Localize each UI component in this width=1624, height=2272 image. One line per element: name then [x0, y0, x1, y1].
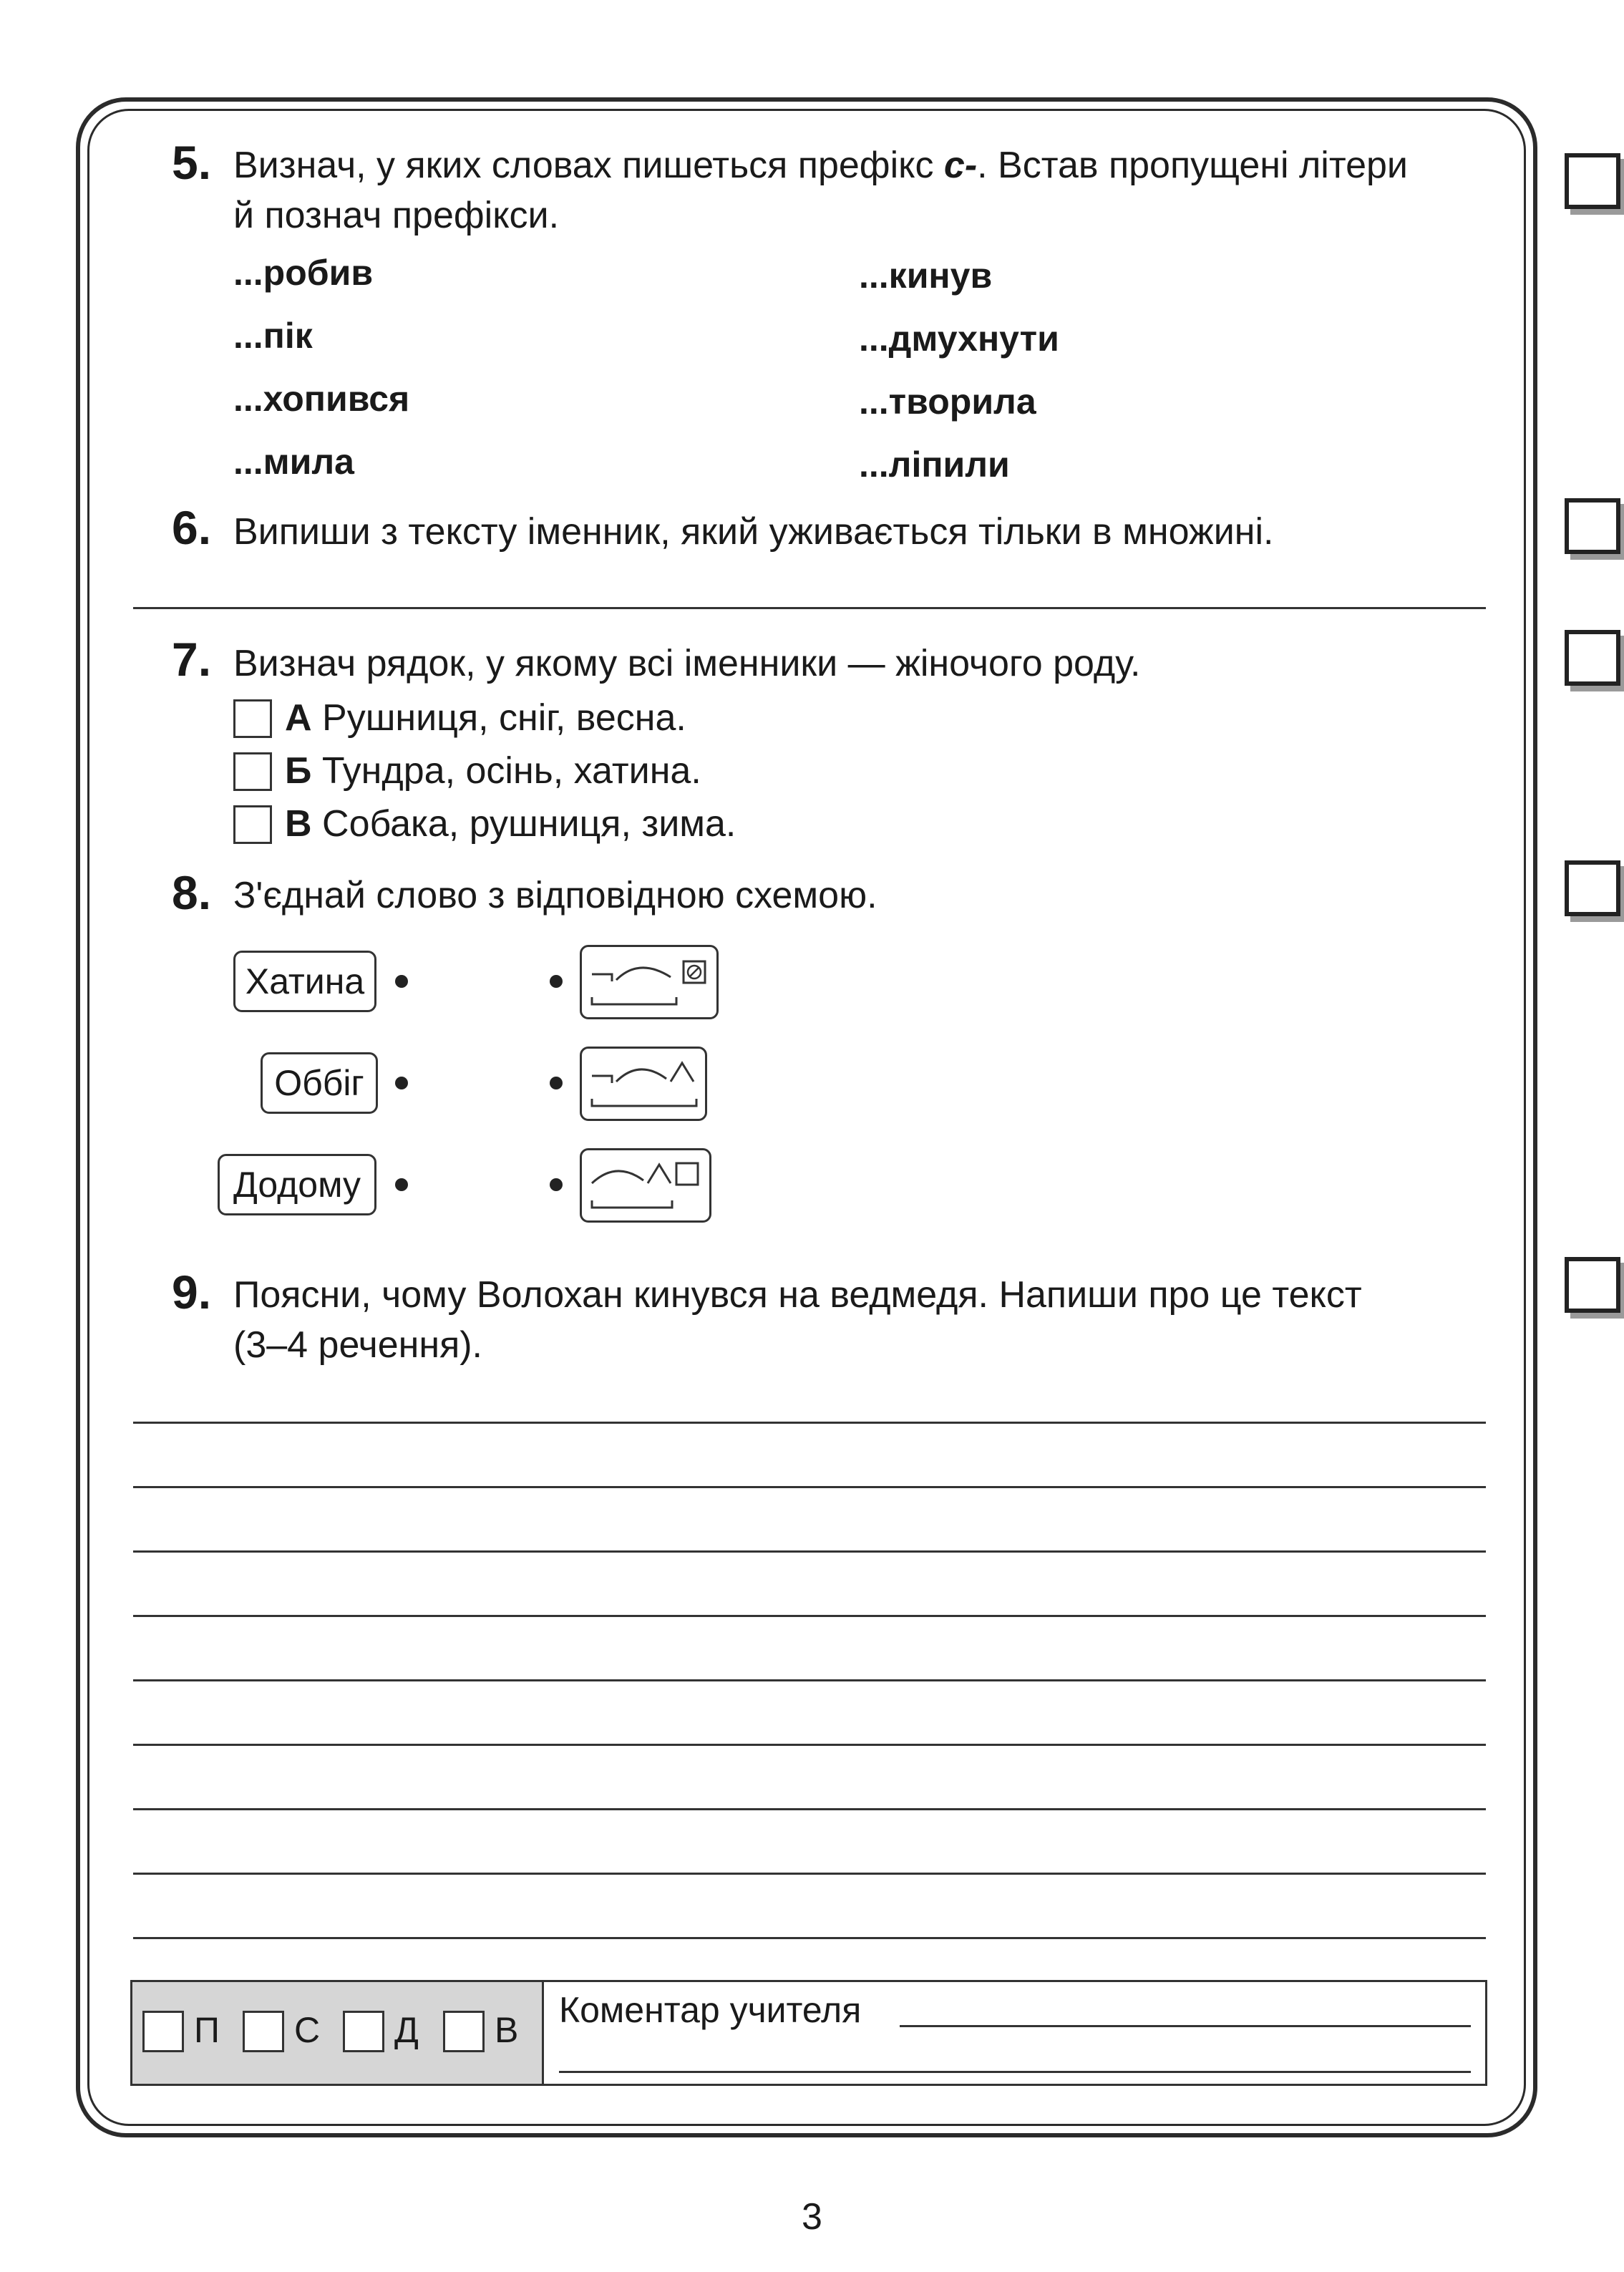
teacher-comment-line-2[interactable]	[559, 2071, 1471, 2073]
score-box-task9[interactable]	[1565, 1257, 1620, 1313]
task9-answer-line-5[interactable]	[133, 1679, 1486, 1681]
task8-word-2: Оббіг	[261, 1052, 378, 1114]
task5-word-right-1: ...кинув	[859, 256, 993, 296]
task5-word-right-4: ...ліпили	[859, 445, 1010, 485]
task5-word-right-2: ...дмухнути	[859, 319, 1059, 359]
task8-scheme-2	[580, 1047, 707, 1121]
score-box-task5[interactable]	[1565, 153, 1620, 209]
task5-text-line2: й познач префікси.	[233, 195, 560, 236]
assessment-levels	[132, 1982, 544, 2084]
assessment-footer	[130, 1980, 1487, 2086]
task7-option-b-text: Тундра, осінь, хатина.	[321, 750, 701, 792]
task8-word-2-dot[interactable]	[395, 1077, 408, 1089]
task8-scheme-3	[580, 1148, 711, 1223]
task7-number: 7.	[172, 633, 212, 686]
prefix-root-suffix-scheme-icon	[582, 1049, 705, 1119]
task5-word-left-3: ...хопився	[233, 379, 410, 419]
teacher-comment-line-1[interactable]	[900, 2025, 1471, 2027]
task9-number: 9.	[172, 1266, 212, 1319]
task7-option-b	[285, 744, 701, 797]
task8-scheme-2-dot[interactable]	[550, 1077, 563, 1089]
task7-text: Визнач рядок, у якому всі іменники — жіночого роду.	[233, 643, 1141, 684]
score-box-task7[interactable]	[1565, 630, 1620, 686]
task7-option-a	[285, 691, 686, 744]
score-box-task6[interactable]	[1565, 498, 1620, 554]
task8-scheme-1	[580, 945, 719, 1019]
level-v-label: В	[495, 2010, 519, 2050]
task9-answer-line-4[interactable]	[133, 1615, 1486, 1617]
task8-word-3-dot[interactable]	[395, 1178, 408, 1191]
task9-text-line2: (3–4 речення).	[233, 1324, 483, 1366]
page-number: 3	[802, 2196, 822, 2238]
task9-answer-line-2[interactable]	[133, 1486, 1486, 1488]
task9-text-line1: Поясни, чому Волохан кинувся на ведмедя. Напиши про це текст	[233, 1274, 1362, 1316]
task7-option-a-letter: А	[285, 697, 312, 739]
task5-text-line1	[233, 139, 1408, 192]
task9-answer-line-8[interactable]	[133, 1873, 1486, 1875]
level-p-label: П	[194, 2010, 220, 2050]
root-suffix-ending-scheme-icon	[582, 1150, 709, 1220]
task7-option-a-text: Рушниця, сніг, весна.	[322, 697, 686, 739]
task7-option-c	[285, 797, 736, 850]
task5-word-left-2: ...пік	[233, 316, 313, 356]
task6-text: Випиши з тексту іменник, який уживається тільки в множині.	[233, 511, 1274, 553]
task7-option-b-checkbox[interactable]	[233, 752, 272, 791]
task8-word-1: Хатина	[233, 951, 376, 1012]
task9-answer-line-9[interactable]	[133, 1937, 1486, 1939]
task9-answer-line-7[interactable]	[133, 1808, 1486, 1810]
prefix-root-ending-scheme-icon	[582, 947, 716, 1017]
level-v-checkbox[interactable]	[443, 2011, 485, 2052]
task8-word-3: Додому	[218, 1154, 376, 1215]
task5-word-left-4: ...мила	[233, 442, 354, 482]
task5-word-right-3: ...творила	[859, 382, 1036, 422]
task7-option-c-checkbox[interactable]	[233, 805, 272, 844]
task9-answer-line-3[interactable]	[133, 1550, 1486, 1553]
task5-word-left-1: ...робив	[233, 253, 374, 293]
task8-scheme-1-dot[interactable]	[550, 975, 563, 988]
task6-answer-line[interactable]	[133, 607, 1486, 609]
task5-text-a: Визнач, у яких словах пишеться префікс	[233, 145, 944, 186]
level-d-checkbox[interactable]	[343, 2011, 384, 2052]
score-box-task8[interactable]	[1565, 860, 1620, 916]
level-s-label: С	[294, 2010, 321, 2050]
task8-scheme-3-dot[interactable]	[550, 1178, 563, 1191]
task8-text: З'єднай слово з відповідною схемою.	[233, 875, 877, 916]
task7-option-c-letter: В	[285, 803, 312, 845]
task7-option-c-text: Собака, рушниця, зима.	[322, 803, 736, 845]
task8-number: 8.	[172, 866, 212, 919]
level-d-label: Д	[394, 2010, 419, 2050]
task5-number: 5.	[172, 136, 212, 189]
level-s-checkbox[interactable]	[243, 2011, 284, 2052]
task5-text-b: . Встав пропущені літери	[977, 145, 1408, 186]
task9-answer-line-1[interactable]	[133, 1422, 1486, 1424]
task7-option-a-checkbox[interactable]	[233, 699, 272, 738]
teacher-comment-label: Коментар учителя	[559, 1990, 862, 2030]
task6-number: 6.	[172, 501, 212, 554]
task8-word-1-dot[interactable]	[395, 975, 408, 988]
task7-option-b-letter: Б	[285, 750, 312, 792]
task9-answer-line-6[interactable]	[133, 1744, 1486, 1746]
task5-prefix: с-	[943, 145, 978, 186]
level-p-checkbox[interactable]	[142, 2011, 184, 2052]
